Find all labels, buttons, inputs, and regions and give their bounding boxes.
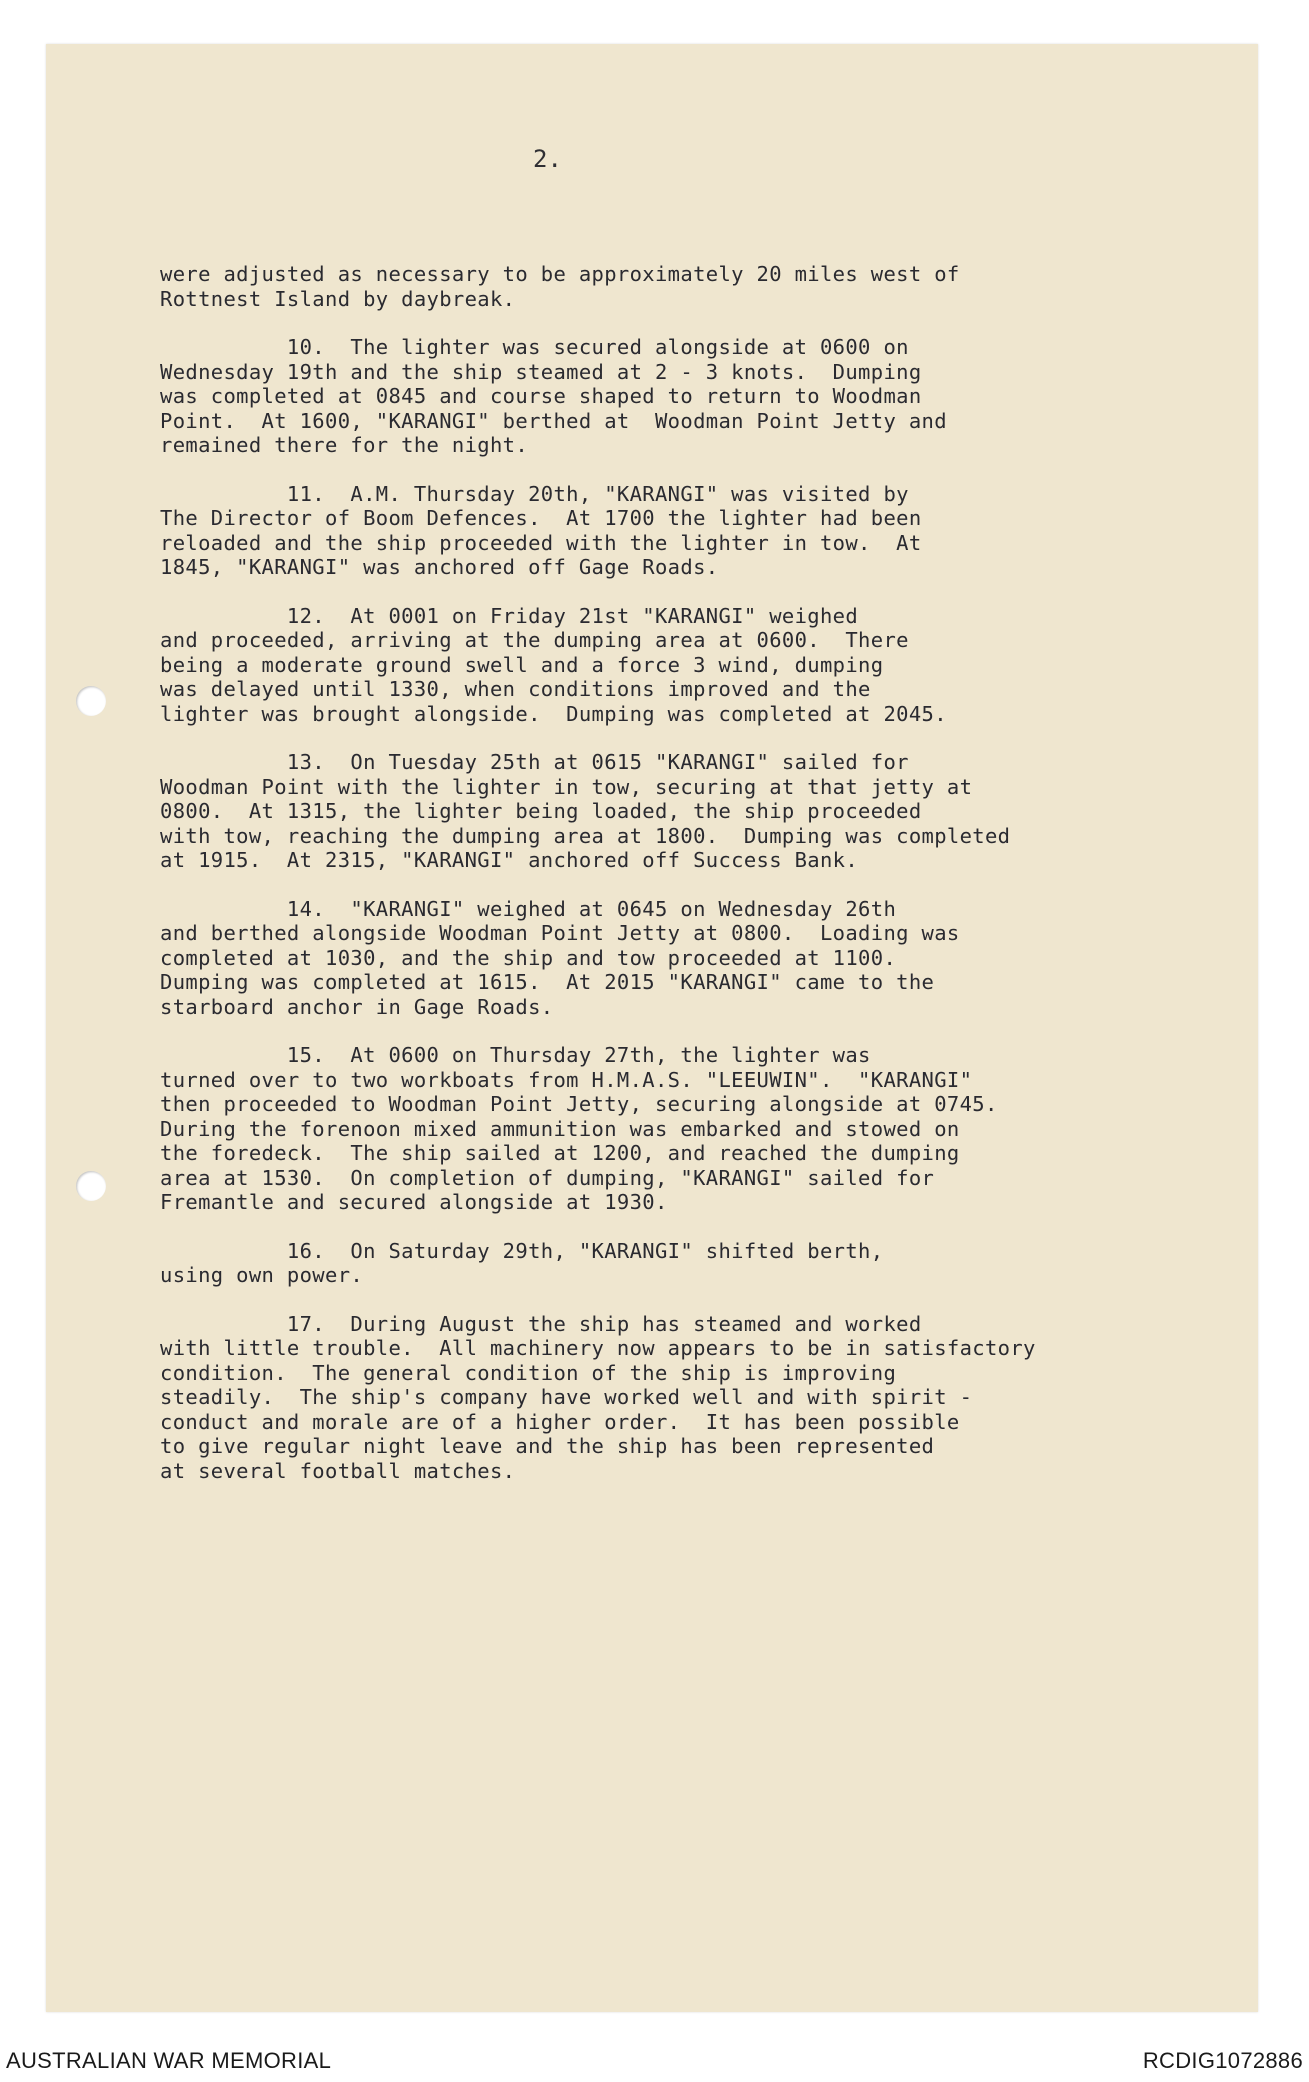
- paragraph: [160, 335, 1220, 458]
- text-line: at 1915. At 2315, "KARANGI" anchored off Success Bank.: [160, 848, 859, 872]
- paragraph: [160, 750, 1220, 873]
- text-line: 13. On Tuesday 25th at 0615 "KARANGI" sailed for: [160, 750, 909, 774]
- text-line: starboard anchor in Gage Roads.: [160, 994, 554, 1019]
- text-line: lighter was brought alongside. Dumping was completed at 2045.: [160, 701, 947, 726]
- paragraph: [160, 604, 1220, 727]
- text-line: 0800. At 1315, the lighter being loaded, the ship proceeded: [160, 799, 922, 823]
- text-line: 15. At 0600 on Thursday 27th, the lighter was: [160, 1043, 871, 1067]
- text-line: turned over to two workboats from H.M.A.S. "LEEUWIN". "KARANGI": [160, 1067, 973, 1092]
- paragraph: [160, 1043, 1220, 1215]
- text-line: 10. The lighter was secured alongside at 0600 on: [160, 335, 909, 359]
- punch-hole: [76, 686, 106, 716]
- text-line: steadily. The ship's company have worked well and with spirit -: [160, 1385, 973, 1409]
- text-line: using own power.: [160, 1263, 364, 1287]
- text-line: reloaded and the ship proceeded with the lighter in tow. At: [160, 530, 922, 555]
- text-line: the foredeck. The ship sailed at 1200, and reached the dumping: [160, 1141, 960, 1165]
- text-line: area at 1530. On completion of dumping, "KARANGI" sailed for: [160, 1165, 935, 1190]
- text-line: to give regular night leave and the ship has been represented: [160, 1434, 935, 1458]
- text-line: 14. "KARANGI" weighed at 0645 on Wednesday 26th: [160, 896, 897, 921]
- text-line: Dumping was completed at 1615. At 2015 "KARANGI" came to the: [160, 970, 935, 994]
- footer-record-id: RCDIG1072886: [1142, 2048, 1303, 2073]
- text-line: and berthed alongside Woodman Point Jetty at 0800. Loading was: [160, 921, 960, 945]
- text-line: Woodman Point with the lighter in tow, securing at that jetty at: [160, 774, 973, 799]
- text-line: Point. At 1600, "KARANGI" berthed at Woodman Point Jetty and: [160, 408, 947, 433]
- text-line: then proceeded to Woodman Point Jetty, securing alongside at 0745.: [160, 1092, 998, 1116]
- paragraph: [160, 262, 1220, 311]
- text-line: with little trouble. All machinery now appears to be in satisfactory: [160, 1336, 1036, 1360]
- paragraph: [160, 897, 1220, 1020]
- text-line: completed at 1030, and the ship and tow proceeded at 1100.: [160, 945, 897, 970]
- document-body: [160, 262, 1220, 1507]
- text-line: 12. At 0001 on Friday 21st "KARANGI" weighed: [160, 603, 859, 628]
- text-line: with tow, reaching the dumping area at 1800. Dumping was completed: [160, 823, 1011, 848]
- text-line: remained there for the night.: [160, 433, 529, 457]
- text-line: 17. During August the ship has steamed and worked: [160, 1311, 922, 1336]
- paragraph: [160, 1312, 1220, 1484]
- text-line: During the forenoon mixed ammunition was embarked and stowed on: [160, 1116, 960, 1141]
- text-line: was completed at 0845 and course shaped to return to Woodman: [160, 384, 922, 408]
- text-line: 1845, "KARANGI" was anchored off Gage Roads.: [160, 555, 719, 579]
- text-line: 11. A.M. Thursday 20th, "KARANGI" was visited by: [160, 481, 909, 506]
- text-line: being a moderate ground swell and a force 3 wind, dumping: [160, 652, 884, 677]
- text-line: Fremantle and secured alongside at 1930.: [160, 1190, 668, 1214]
- text-line: and proceeded, arriving at the dumping area at 0600. There: [160, 628, 909, 652]
- footer-archive-name: AUSTRALIAN WAR MEMORIAL: [6, 2048, 332, 2073]
- text-line: condition. The general condition of the ship is improving: [160, 1360, 897, 1385]
- text-line: conduct and morale are of a higher order. It has been possible: [160, 1409, 960, 1434]
- paragraph: [160, 482, 1220, 580]
- paragraph: [160, 1239, 1220, 1288]
- text-line: at several football matches.: [160, 1458, 516, 1483]
- text-line: Wednesday 19th and the ship steamed at 2 - 3 knots. Dumping: [160, 359, 922, 384]
- text-line: 16. On Saturday 29th, "KARANGI" shifted berth,: [160, 1238, 884, 1263]
- punch-hole: [76, 1171, 106, 1201]
- text-line: Rottnest Island by daybreak.: [160, 286, 516, 311]
- page-number: 2.: [533, 145, 562, 173]
- text-line: was delayed until 1330, when conditions improved and the: [160, 677, 871, 701]
- text-line: The Director of Boom Defences. At 1700 the lighter had been: [160, 506, 922, 530]
- text-line: were adjusted as necessary to be approximately 20 miles west of: [160, 262, 960, 286]
